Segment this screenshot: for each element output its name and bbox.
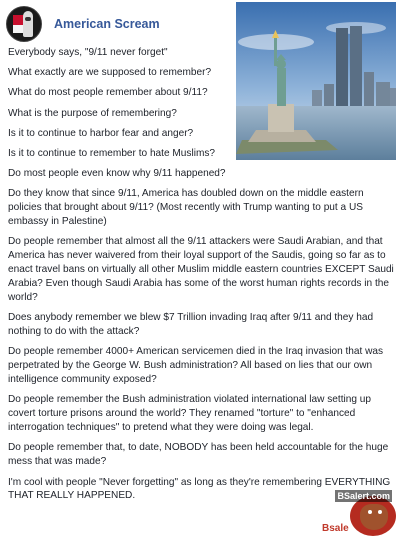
page-name-link[interactable]: American Scream bbox=[54, 17, 160, 31]
post-paragraph: Everybody says, "9/11 never forget" bbox=[8, 47, 168, 58]
watermark-url: BSalert.com bbox=[337, 491, 390, 501]
post-paragraph: Is it to continue to remember to hate Muslims? bbox=[8, 148, 216, 160]
post-header bbox=[6, 6, 160, 42]
post-paragraph: What do most people remember about 9/11? bbox=[8, 87, 208, 99]
post-paragraph: What is the purpose of remembering? bbox=[8, 107, 177, 119]
watermark-eye bbox=[378, 510, 382, 514]
watermark-mascot-icon bbox=[360, 504, 388, 530]
page-avatar[interactable] bbox=[6, 6, 42, 42]
post-body bbox=[8, 46, 396, 510]
post-paragraph: Do people remember that almost all the 9/11 attackers were Saudi Arabian, and that America has never waivered from their loyal support of the Saudis, going so far as to enact travel bans on virtually all other Muslim middle eastern countries EXCEPT Saudi Arabia? Even though Saudi Arabia has some of the worst human rights records in the world? bbox=[8, 236, 394, 304]
post-paragraph: Is it to continue to harbor fear and anger? bbox=[8, 127, 194, 139]
post-paragraph: Do people remember the Bush administration violated international law setting up covert torture prisons around the world? They renamed "torture" to "enhanced interrogation techniques" to pretend what they were doing was legal. bbox=[8, 394, 372, 434]
watermark-eye bbox=[368, 510, 372, 514]
post-paragraph: Does anybody remember we blew $7 Trillion invading Iraq after 9/11 and they had nothing to do with the attack? bbox=[8, 312, 374, 338]
post-paragraph: I'm cool with people "Never forgetting" as long as they're remembering EVERYTHING THAT REALLY HAPPENED. bbox=[8, 476, 391, 502]
post-paragraph: Do they know that since 9/11, America has doubled down on the middle eastern policies that brought about 9/11? (Most recently with Trump wanting to put a US embassy in Palestine) bbox=[8, 188, 364, 228]
post-paragraph: What exactly are we supposed to remember? bbox=[8, 67, 212, 79]
post-paragraph: Do people remember that, to date, NOBODY has been held accountable for the huge mess that was made? bbox=[8, 442, 389, 468]
post-paragraph: Do people remember 4000+ American servicemen died in the Iraq invasion that was perpetrated by the George W. Bush administration? All based on lies that our own intelligence community exposed? bbox=[8, 346, 384, 386]
post-paragraph: Do most people even know why 9/11 happened? bbox=[8, 168, 226, 180]
watermark-name: Bsale bbox=[322, 523, 349, 534]
